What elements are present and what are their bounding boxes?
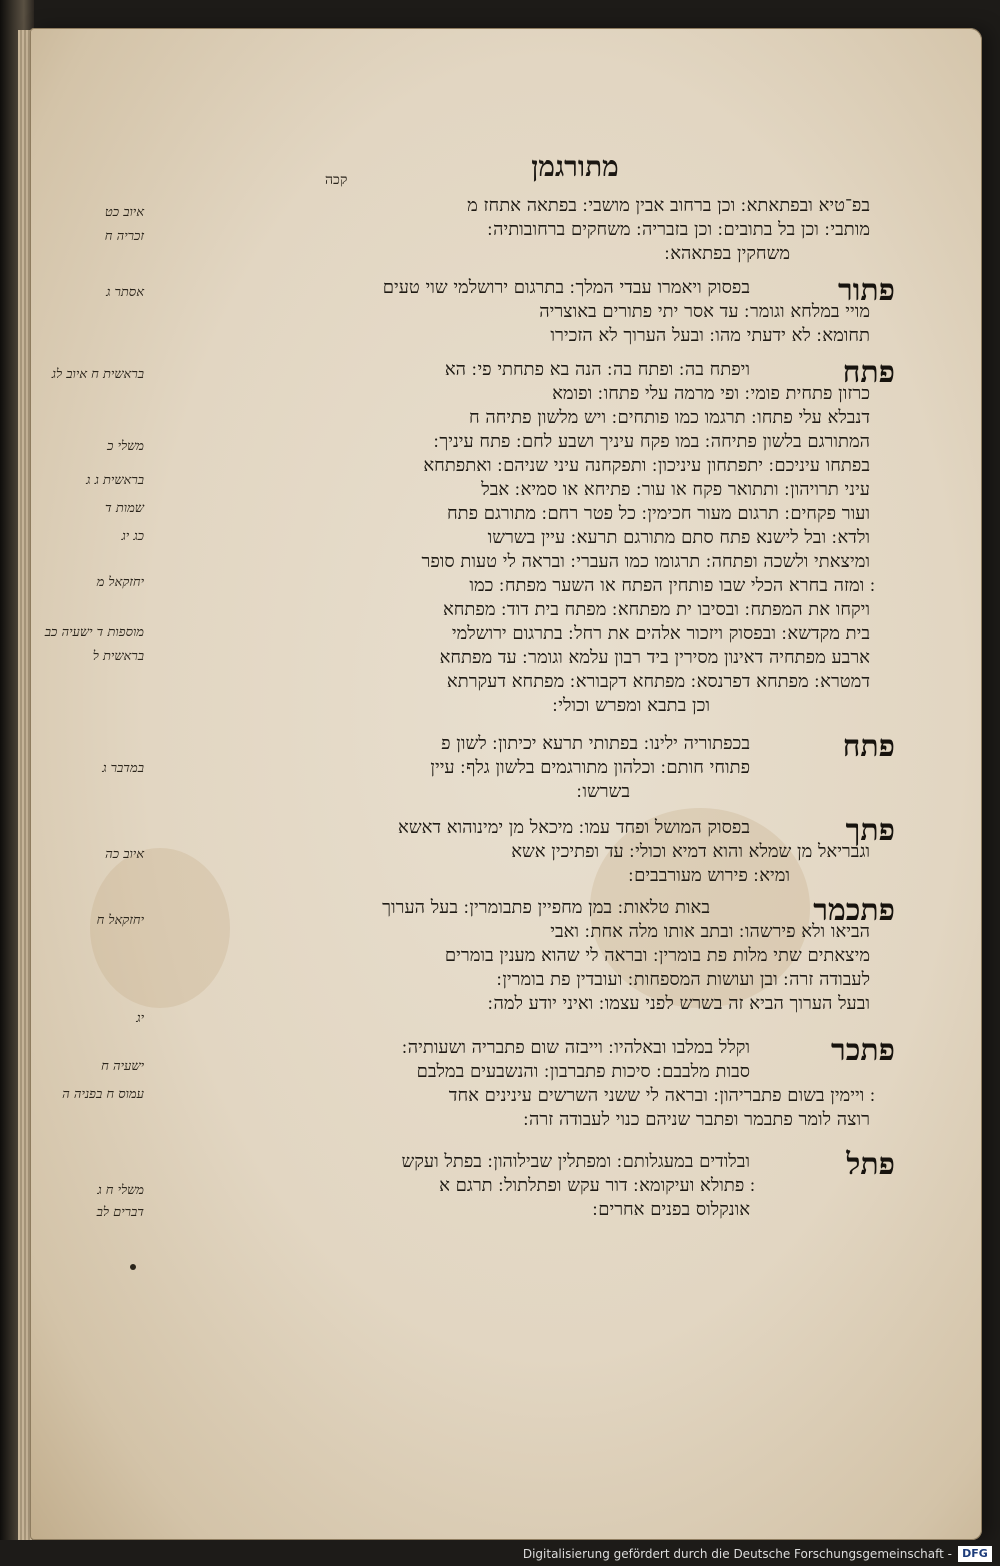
text-line: ומיא ׃ פירוש מעורבבים ׃ — [628, 865, 790, 886]
margin-reference: דברים לב — [96, 1205, 144, 1220]
entry-head-word: פתח — [842, 729, 895, 764]
text-line: סבות מלבבם ׃ סיכות פתברבון ׃ והנשבעים במלבם — [416, 1061, 750, 1082]
funding-credit: Digitalisierung gefördert durch die Deutsche Forschungsgemeinschaft - — [522, 1547, 952, 1561]
text-line: מויי במלחא וגומר ׃ עד אסר יתי פתורים באוצריה — [539, 301, 870, 322]
text-line: בית מקדשא ׃ ובפסוק ויזכור אלהים את רחל ׃ בתרגום ירושלמי — [451, 623, 870, 644]
text-line: אונקלוס בפנים אחרים ׃ — [592, 1199, 750, 1220]
text-line: בפתחו עיניכם ׃ יתפתחון עיניכון ׃ ותפקחנה עיני שניהם ׃ ואתפתחא — [423, 455, 870, 476]
text-line: דנבלא עלי פתחו ׃ תרגמו כמו פותחים ׃ ויש מלשון פתיחה ח — [469, 407, 870, 428]
margin-reference: איוב כה — [105, 847, 144, 862]
paper-hole — [130, 1264, 136, 1270]
margin-reference: אסתר ג — [106, 285, 144, 300]
text-line: המתורגם בלשון פתיחה ׃ במו פקח עיניך ושבע לחם ׃ פתח עיניך ׃ — [433, 431, 870, 452]
margin-reference: זכריה ח — [104, 229, 144, 244]
text-line: בפסוק ויאמרו עבדי המלך ׃ בתרגום ירושלמי שוי טעים — [382, 277, 750, 298]
text-line: וקלל במלבו ובאלהיו ׃ וייבזה שום פתבריה ושעותיה ׃ — [402, 1037, 750, 1058]
margin-reference: שמות ד — [104, 501, 144, 516]
text-line: דמטרא ׃ מפתחא דפרנסא ׃ מפתחא דקבורא ׃ מפתחא דעקרתא — [446, 671, 870, 692]
entry-head-word: פתל — [846, 1147, 895, 1182]
folio-number: קכה — [325, 172, 348, 188]
text-line: בפסוק המושל ופחד עמו ׃ מיכאל מן ימינוהוא דאשא — [398, 817, 750, 838]
text-line: רוצה לומר פתבמר ופתבר שניהם כנוי לעבודה זרה ׃ — [523, 1109, 870, 1130]
text-line: ארבע מפתחיה דאינון מסירין ביד רבון עלמא וגומר ׃ עד מפתחא — [439, 647, 870, 668]
margin-reference: עמוס ח בפניה ה — [62, 1087, 144, 1102]
text-line: ויפתח בה ׃ ופתח בה ׃ הנה בא פתחתי פי ׃ הא — [444, 359, 750, 380]
running-head: מתורגמן — [531, 150, 619, 183]
text-line: בכפתוריה ילינו ׃ בפתותי תרעא יכיתון ׃ לשון פ — [441, 733, 750, 754]
paper-stain — [90, 848, 230, 1008]
dfg-logo: DFG — [958, 1546, 992, 1562]
margin-reference: משלי כ — [107, 439, 144, 454]
text-line: בשרשו ׃ — [576, 781, 630, 802]
text-line: וגבריאל מן שמלא והוא דמיא וכולי ׃ עד ופתיכין אשא — [511, 841, 870, 862]
text-line: ומיצאתי ולשכה ופתחה ׃ תרגומו כמו העברי ׃ ובראה לי טעות סופר — [421, 551, 870, 572]
entry-head-word: פתח — [842, 355, 895, 390]
margin-reference: משלי ח ג — [97, 1183, 144, 1198]
entry-head-word: פתך — [845, 813, 895, 848]
entry-head-word: פתור — [837, 273, 895, 308]
text-line: ׃ פתולא ועיקומא ׃ דור עקש ופתלתול ׃ תרגם א — [439, 1175, 750, 1196]
margin-reference: כג יג — [121, 529, 144, 544]
margin-reference: יחזקאל מ — [96, 575, 144, 590]
text-line: ויקחו את המפתח ׃ ובסיבו ית מפתחא ׃ מפתח בית דוד ׃ מפתחא — [442, 599, 870, 620]
margin-reference: במדבר ג — [102, 761, 144, 776]
book-page — [30, 28, 982, 1540]
text-line: פתוחי חותם ׃ וכלהון מתורגמים בלשון גלף ׃ עיין — [430, 757, 750, 778]
margin-reference: ישעיה ח — [101, 1059, 144, 1074]
margin-reference: בראשית ל — [92, 649, 144, 664]
text-line: לעבודה זרה ׃ ובן ועושות המספחות ׃ ועובדין פת בומרין ׃ — [496, 969, 870, 990]
text-line: ולדא ׃ ובל לישנא פתח סתם מתורגם תרעא ׃ עיין בשרשו — [487, 527, 870, 548]
text-line: ועור פקחים ׃ תרגום מעור חכימין ׃ כל פטר רחם ׃ מתורגם פתח — [446, 503, 870, 524]
margin-reference: מוספות ד ישעיה כב — [44, 625, 144, 640]
text-line: ובעל הערוך הביא זה בשרש לפני עצמו ׃ ואיני יודע למה ׃ — [487, 993, 870, 1014]
text-line: תחומא ׃ לא ידעתי מהו ׃ ובעל הערוך לא הזכירו — [550, 325, 870, 346]
margin-reference: בראשית ח איוב לג — [51, 367, 144, 382]
text-line: וכן בתבא ומפרש וכולי ׃ — [552, 695, 710, 716]
entry-head-word: פתכר — [830, 1033, 895, 1068]
text-line: הביאו ולא פירשהו ׃ ובתב אותו מלה אחת ׃ ואבי — [550, 921, 870, 942]
entry-head-word: פתכמר — [813, 893, 895, 928]
margin-reference: יג — [136, 1011, 144, 1026]
margin-reference: איוב כט — [104, 205, 144, 220]
margin-reference: בראשית ג ג — [86, 473, 144, 488]
text-line: באות טלאות ׃ במן מחפיין פתבומרין ׃ בעל הערוך — [382, 897, 710, 918]
text-line: עיני תרויהון ׃ ותתואר פקח או עור ׃ פתיחא או סמיא ׃ אבל — [481, 479, 870, 500]
margin-reference: יחזקאל ח — [96, 913, 144, 928]
text-line: בפ־טיא ובפתאתא ׃ וכן ברחוב אבין מושבי ׃ בפתאה אתחז מ — [467, 195, 870, 216]
text-line: מיצאתים שתי מלות פת בומרין ׃ ובראה לי שהוא מענין בומרים — [444, 945, 870, 966]
text-line: ובלודים במעגלותם ׃ ומפתלין שבילוהון ׃ בפתל ועקש — [401, 1151, 750, 1172]
text-line: כרזון פתחית פומי ׃ ופי מרמה עלי פתחו ׃ ופומא — [552, 383, 870, 404]
text-line: משחקין בפתאהא ׃ — [664, 243, 790, 264]
text-line: ׃ ויימין בשום פתבריהון ׃ ובראה לי ששני השרשים עינינים אחד — [448, 1085, 870, 1106]
text-line: מותבי ׃ וכן בל בתובים ׃ וכן בזבריה ׃ משחקים ברחובותיה ׃ — [487, 219, 870, 240]
text-line: ׃ ומזה בחרא הכלי שבו פותחין הפתח או השער מפתח ׃ כמו — [469, 575, 870, 596]
